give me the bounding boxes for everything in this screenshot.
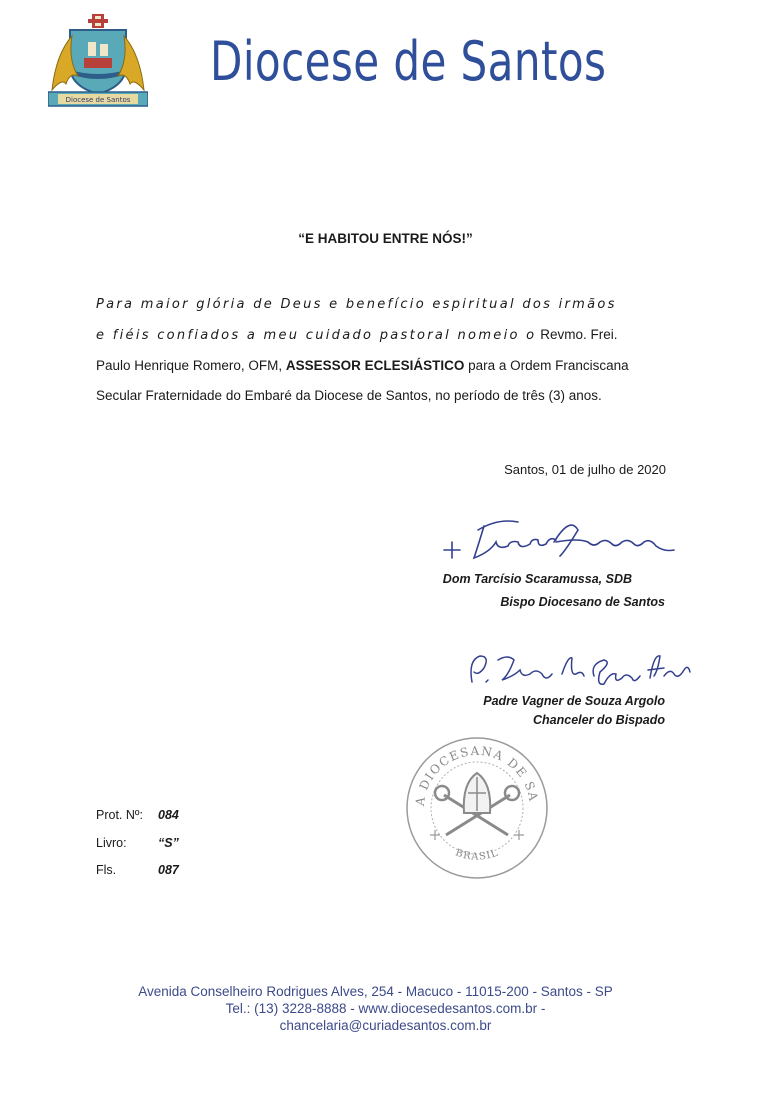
appointment-paragraph bbox=[96, 290, 666, 411]
folio-label: Fls. bbox=[96, 863, 117, 877]
organization-name: Diocese de Santos bbox=[210, 30, 607, 93]
body-line-2-italic: e fiéis confiados a meu cuidado pastoral nomeio o bbox=[96, 328, 537, 343]
bishop-role: Bispo Diocesano de Santos bbox=[500, 595, 665, 609]
registration-protocol bbox=[96, 808, 179, 822]
body-line-2-rest: Revmo. Frei. bbox=[536, 327, 618, 342]
date-line: Santos, 01 de julho de 2020 bbox=[504, 462, 666, 477]
registration-folio bbox=[96, 863, 179, 877]
seal-top-text: A DIOCESANA DE SA bbox=[412, 743, 541, 807]
registration-book bbox=[96, 836, 179, 850]
body-line-2 bbox=[96, 320, 666, 351]
diocese-logo bbox=[48, 14, 148, 108]
footer-email: chancelaria@curiadesantos.com.br bbox=[279, 1018, 492, 1033]
bishop-signature bbox=[438, 512, 678, 574]
body-line-1: Para maior glória de Deus e benefício espiritual dos irmãos bbox=[96, 297, 617, 312]
body-line-3-b: para a Ordem Franciscana bbox=[464, 358, 629, 373]
protocol-value: 084 bbox=[158, 808, 179, 822]
bishop-name: Dom Tarcísio Scaramussa, SDB bbox=[442, 572, 632, 586]
footer-address: Avenida Conselheiro Rodrigues Alves, 254 - Macuco - 11015-200 - Santos - SP bbox=[138, 984, 613, 999]
chancellor-name: Padre Vagner de Souza Argolo bbox=[483, 694, 665, 708]
footer-contact bbox=[0, 983, 771, 1034]
appointment-role: ASSESSOR ECLESIÁSTICO bbox=[285, 358, 465, 373]
svg-text:BRASIL bbox=[454, 848, 500, 863]
book-label: Livro: bbox=[96, 836, 127, 850]
chancellor-signature bbox=[464, 646, 694, 696]
seal-bottom-text: BRASIL bbox=[453, 847, 501, 863]
folio-value: 087 bbox=[158, 863, 179, 877]
chancellor-role: Chanceler do Bispado bbox=[533, 713, 665, 727]
body-line-3-a: Paulo Henrique Romero, OFM, bbox=[96, 358, 286, 373]
curia-seal bbox=[404, 735, 550, 881]
document-title: “E HABITOU ENTRE NÓS!” bbox=[298, 231, 473, 246]
book-value: “S” bbox=[158, 836, 179, 850]
body-line-4: Secular Fraternidade do Embaré da Diocese de Santos, no período de três (3) anos. bbox=[96, 388, 602, 403]
body-line-3 bbox=[96, 351, 666, 381]
protocol-label: Prot. Nº: bbox=[96, 808, 143, 822]
footer-phone-website: Tel.: (13) 3228-8888 - www.diocesedesantos.com.br - bbox=[225, 1001, 546, 1016]
logo-caption: Diocese de Santos bbox=[65, 96, 131, 104]
